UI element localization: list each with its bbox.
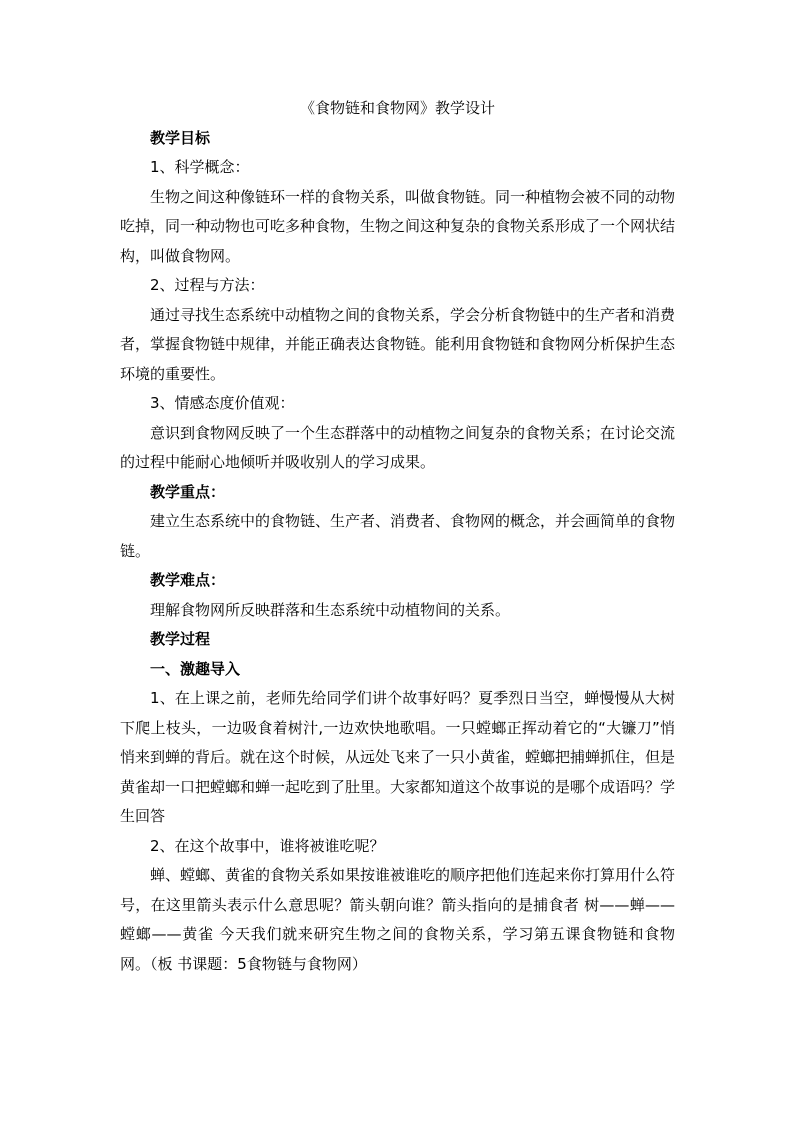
paragraph: 通过寻找生态系统中动植物之间的食物关系，学会分析食物链中的生产者和消费者，掌握食物链中规律，并能正确表达食物链。能利用食物链和食物网分析保护生态环境的重要性。	[120, 305, 676, 383]
paragraph: 生物之间这种像链环一样的食物关系，叫做食物链。同一种植物会被不同的动物吃掉，同一种动物也可吃多种食物，生物之间这种复杂的食物关系形成了一个网状结构，叫做食物网。	[120, 187, 676, 265]
paragraph: 1、科学概念：	[150, 158, 250, 176]
paragraph: 2、过程与方法：	[150, 276, 265, 294]
paragraph: 蝉、螳螂、黄雀的食物关系如果按谁被谁吃的顺序把他们连起来你打算用什么符号，在这里箭头表示什么意思呢？箭头朝向谁？箭头指向的是捕食者 树——蝉——螳螂——黄雀 今天我们就来研究生物之间的食物关系，学习第五课食物链和食物网。（板 书课题：5食物链与食物网）	[120, 866, 676, 973]
section-heading-process: 教学过程	[150, 630, 211, 648]
document-title: 《食物链和食物网》教学设计	[299, 99, 495, 117]
section-heading-key-points: 教学重点：	[150, 482, 226, 501]
section-heading-difficulties: 教学难点：	[150, 571, 226, 589]
paragraph: 2、在这个故事中，谁将被谁吃呢？	[150, 836, 385, 855]
paragraph: 理解食物网所反映群落和生态系统中动植物间的关系。	[150, 600, 511, 619]
section-heading-intro: 一、激趣导入	[150, 659, 241, 678]
paragraph: 意识到食物网反映了一个生态群落中的动植物之间复杂的食物关系；在讨论交流的过程中能耐心地倾听并吸收别人的学习成果。	[120, 423, 676, 471]
paragraph: 3、情感态度价值观：	[150, 394, 295, 412]
section-heading-objectives: 教学目标	[150, 128, 211, 147]
paragraph: 建立生态系统中的食物链、生产者、消费者、食物网的概念，并会画简单的食物链。	[120, 512, 676, 560]
paragraph: 1、在上课之前，老师先给同学们讲个故事好吗？夏季烈日当空，蝉慢慢从大树下爬上枝头，一边吸食着树汁,一边欢快地歌唱。一只螳螂正挥动着它的“大镰刀”悄悄来到蝉的背后。就在这个时候，从远处飞来了一只小黄雀，螳螂把捕蝉抓住，但是黄雀却一口把螳螂和蝉一起吃到了肚里。大家都知道这个故事说的是哪个成语吗？学生回答	[120, 689, 676, 825]
document-body	[120, 94, 675, 979]
